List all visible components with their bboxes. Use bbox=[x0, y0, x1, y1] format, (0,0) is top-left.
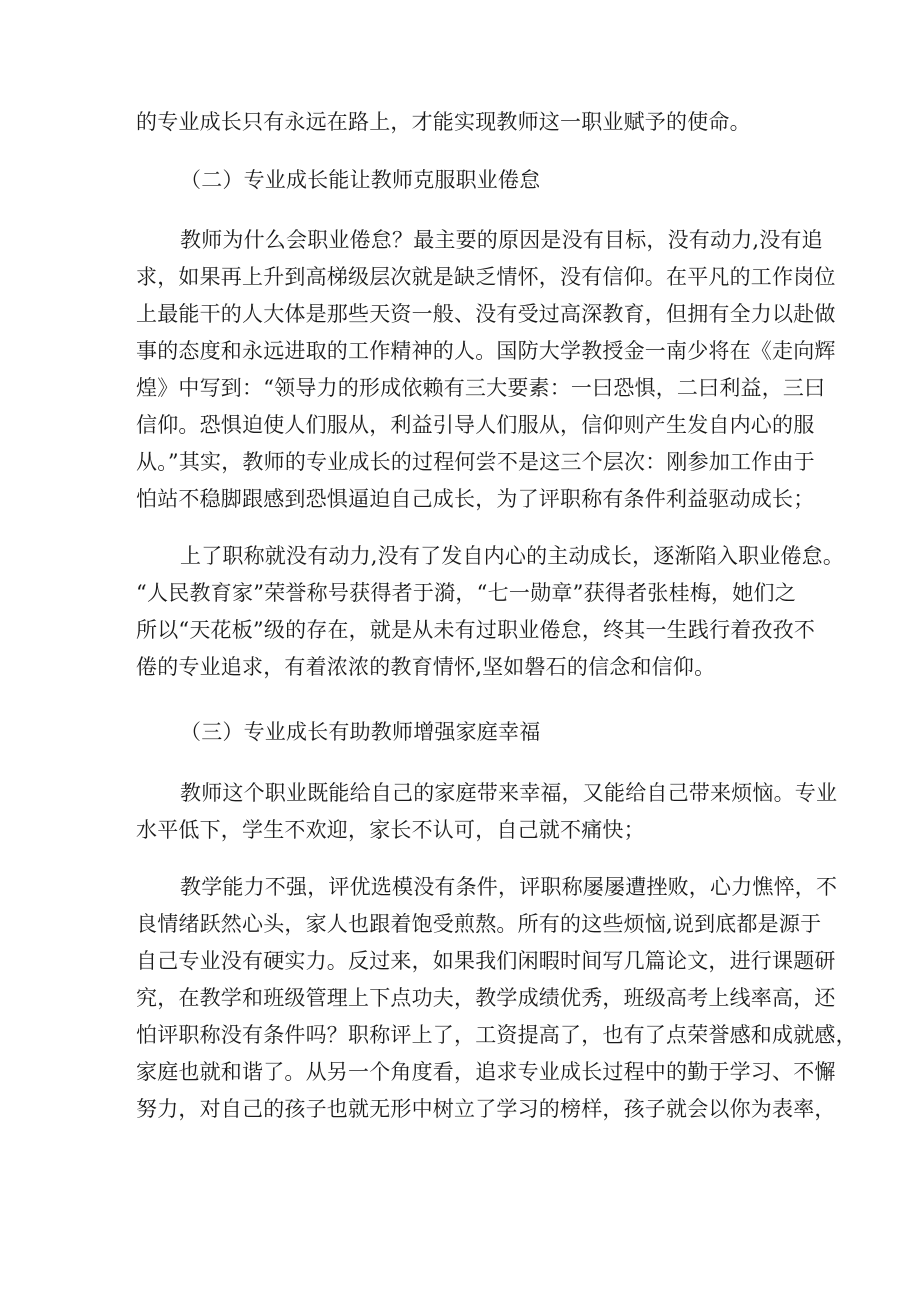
paragraph-line: 教学能力不强，评优选模没有条件，评职称屡屡遭挫败，心力憔悴，不 bbox=[180, 875, 838, 899]
paragraph-line: 求，如果再上升到高梯级层次就是缺乏情怀，没有信仰。在平凡的工作岗位 bbox=[136, 265, 836, 289]
paragraph-line: 努力，对自己的孩子也就无形中树立了学习的榜样，孩子就会以你为表率， bbox=[136, 1097, 836, 1121]
paragraph-line: 怕站不稳脚跟感到恐惧逼迫自己成长，为了评职称有条件利益驱动成长； bbox=[136, 487, 815, 511]
paragraph-line: 所以“天花板”级的存在，就是从未有过职业倦怠，终其一生践行着孜孜不 bbox=[136, 618, 816, 642]
paragraph-line: 究，在教学和班级管理上下点功夫，教学成绩优秀，班级高考上线率高，还 bbox=[136, 986, 836, 1010]
paragraph-line: 事的态度和永远进取的工作精神的人。国防大学教授金一南少将在《走向辉 bbox=[136, 339, 836, 363]
paragraph-line: 倦的专业追求，有着浓浓的教育情怀,坚如磐石的信念和信仰。 bbox=[136, 655, 716, 679]
paragraph-line: 水平低下，学生不欢迎，家长不认可，自己就不痛快； bbox=[136, 818, 645, 842]
paragraph-line: 信仰。恐惧迫使人们服从，利益引导人们服从，信仰则产生发自内心的服 bbox=[136, 413, 815, 437]
paragraph-line: 的专业成长只有永远在路上，才能实现教师这一职业赋予的使命。 bbox=[136, 110, 751, 134]
paragraph-line: 教师为什么会职业倦怠？最主要的原因是没有目标，没有动力,没有追 bbox=[180, 228, 823, 252]
section-heading: （三）专业成长有助教师增强家庭幸福 bbox=[180, 720, 541, 744]
paragraph-line: 怕评职称没有条件吗？职称评上了，工资提高了，也有了点荣誉感和成就感， bbox=[136, 1023, 857, 1047]
paragraph-line: 上最能干的人大体是那些天资一般、没有受过高深教育，但拥有全力以赴做 bbox=[136, 302, 836, 326]
paragraph-line: “人民教育家”荣誉称号获得者于漪，“七一勋章”获得者张桂梅，她们之 bbox=[136, 581, 796, 605]
paragraph-line: 良情绪跃然心头，家人也跟着饱受煎熬。所有的这些烦恼,说到底都是源于 bbox=[136, 912, 822, 936]
paragraph-line: 自己专业没有硬实力。反过来，如果我们闲暇时间写几篇论文，进行课题研 bbox=[136, 949, 836, 973]
paragraph-line: 从。”其实，教师的专业成长的过程何尝不是这三个层次：刚参加工作由于 bbox=[136, 450, 815, 474]
paragraph-line: 上了职称就没有动力,没有了发自内心的主动成长，逐渐陷入职业倦怠。 bbox=[180, 544, 845, 568]
paragraph-line: 教师这个职业既能给自己的家庭带来幸福，又能给自己带来烦恼。专业 bbox=[180, 781, 838, 805]
paragraph-line: 煌》中写到：“领导力的形成依赖有三大要素：一曰恐惧，二曰利益，三曰 bbox=[136, 376, 826, 400]
paragraph-line: 家庭也就和谐了。从另一个角度看，追求专业成长过程中的勤于学习、不懈 bbox=[136, 1060, 836, 1084]
section-heading: （二）专业成长能让教师克服职业倦怠 bbox=[180, 168, 541, 192]
